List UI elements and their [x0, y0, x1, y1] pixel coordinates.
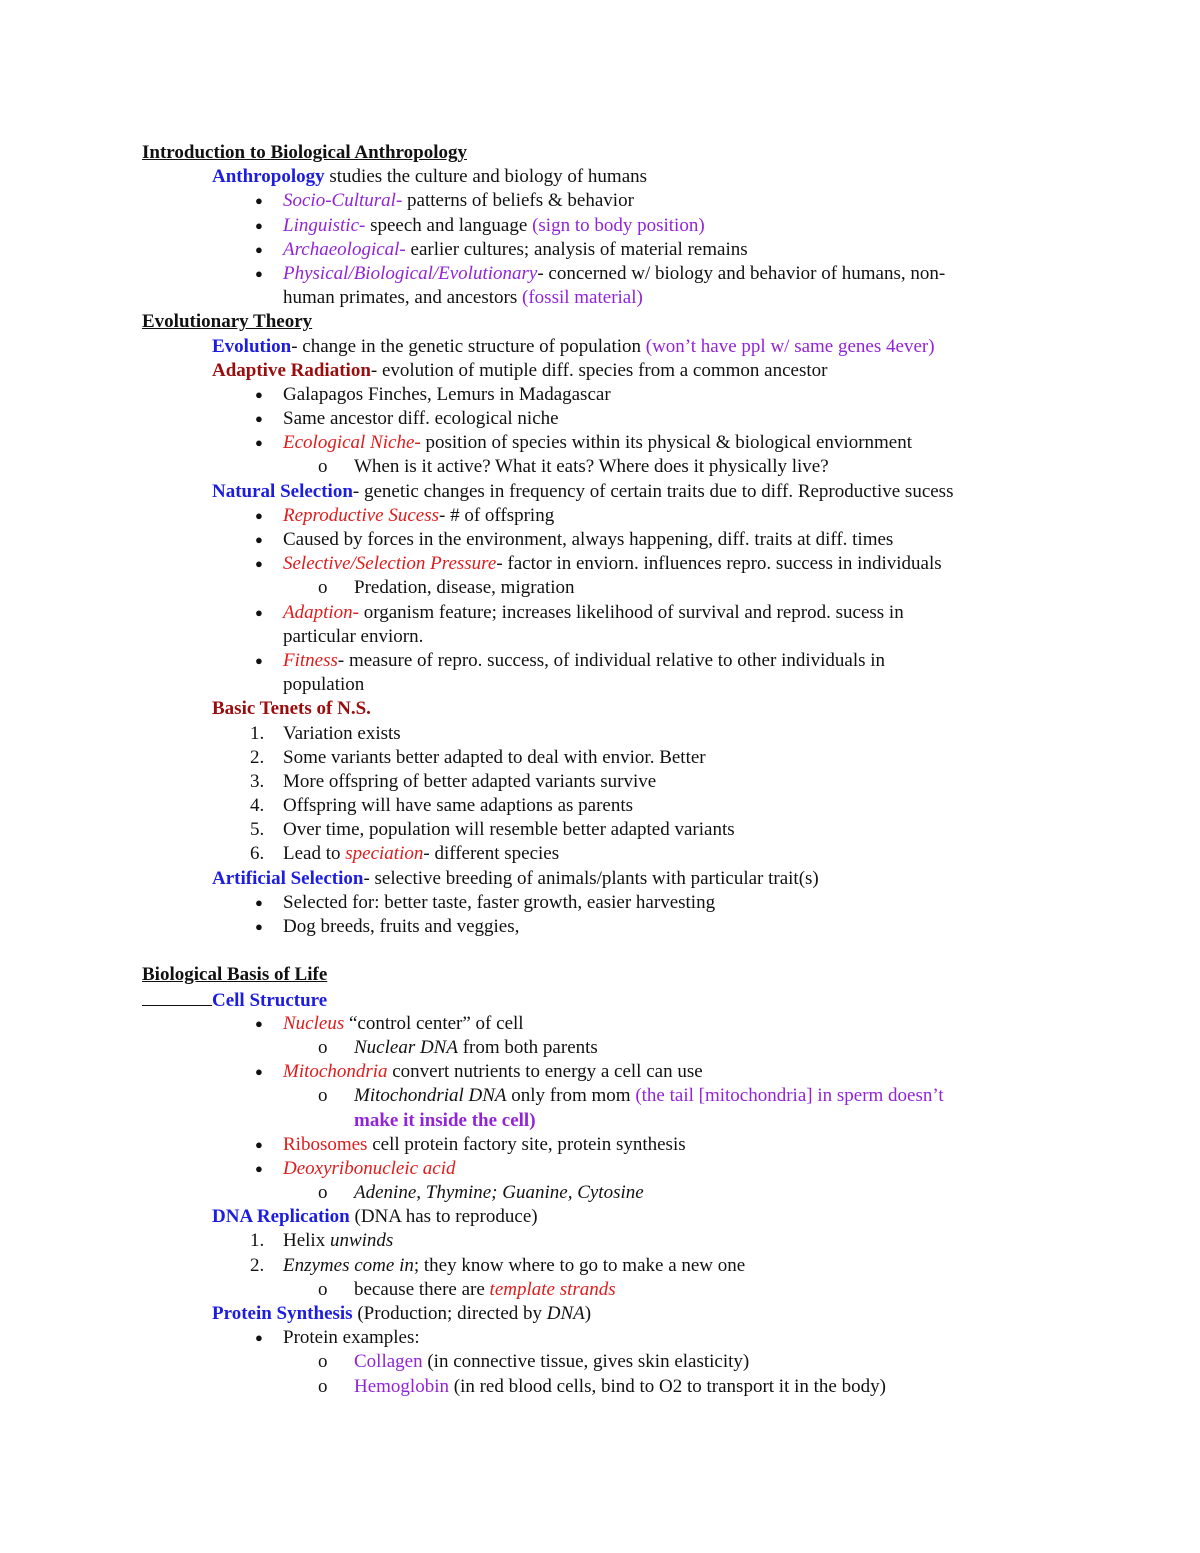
- bullet-marker: ●: [255, 1330, 263, 1346]
- definition-text: - change in the genetic structure of population: [291, 335, 646, 357]
- term: template strands: [489, 1278, 616, 1300]
- term-artificial-selection: Artificial Selection: [212, 867, 364, 889]
- document-page: [0, 141, 1200, 1399]
- number-marker: 1.: [250, 1230, 265, 1252]
- item-text: - factor in enviorn. influences repro. success in individuals: [496, 553, 942, 575]
- list-item: [0, 1157, 1200, 1181]
- item-text: - concerned w/ biology and behavior of humans, non-: [537, 262, 946, 284]
- number-marker: 1.: [250, 722, 265, 744]
- definition-line: [0, 1205, 1200, 1229]
- list-item: [0, 1133, 1200, 1157]
- bullet-marker: ●: [255, 411, 263, 427]
- note: (fossil material): [522, 287, 643, 309]
- item-text: Over time, population will resemble better adapted variants: [283, 819, 735, 841]
- term-dna-replication: DNA Replication: [212, 1206, 350, 1228]
- item-text: Lead to: [283, 843, 346, 865]
- number-marker: 2.: [250, 1254, 265, 1276]
- bullet-marker: ●: [255, 556, 263, 572]
- definition-text: (Production; directed by: [352, 1303, 547, 1324]
- item-text: Helix: [283, 1230, 330, 1252]
- item-text: population: [283, 674, 365, 696]
- sub-list-item: [0, 1084, 1200, 1108]
- bullet-marker: ●: [255, 532, 263, 547]
- term: DNA: [546, 1303, 585, 1324]
- item-text: organism feature; increases likelihood of survival and reprod. sucess in: [359, 601, 904, 623]
- item-text: cell protein factory site, protein synthesis: [367, 1133, 686, 1155]
- list-item-continuation: [0, 286, 1200, 310]
- sub-list-item: [0, 1181, 1200, 1205]
- sub-marker: o: [318, 1036, 328, 1058]
- list-item: [0, 383, 1200, 407]
- definition-text: - evolution of mutiple diff. species from a common ancestor: [370, 359, 828, 381]
- list-item: [0, 189, 1200, 213]
- item-text: Offspring will have same adaptions as parents: [283, 795, 634, 817]
- term-protein-synthesis: Protein Synthesis: [212, 1303, 353, 1324]
- definition-text: - genetic changes in frequency of certain traits due to diff. Reproductive sucess: [352, 480, 954, 502]
- item-text: earlier cultures; analysis of material remains: [405, 238, 748, 260]
- list-item: [0, 431, 1200, 455]
- term: Collagen: [354, 1351, 423, 1373]
- sub-marker: o: [318, 1278, 328, 1300]
- section-title-evolutionary-theory: Evolutionary Theory: [142, 311, 313, 333]
- term: Archaeological-: [283, 238, 406, 260]
- item-text: only from mom: [506, 1085, 636, 1107]
- bullet-marker: ●: [255, 1064, 263, 1080]
- list-item: [0, 891, 1200, 915]
- sub-list-item: [0, 455, 1200, 479]
- item-text: human primates, and ancestors: [283, 287, 523, 309]
- numbered-item: [0, 1229, 1200, 1253]
- list-item: [0, 504, 1200, 528]
- term-natural-selection: Natural Selection: [212, 480, 353, 502]
- section-title-biological-basis: Biological Basis of Life: [142, 964, 328, 986]
- term: Physical/Biological/Evolutionary: [283, 262, 538, 284]
- sub-marker: o: [318, 1085, 328, 1107]
- intro-line: [0, 165, 1200, 189]
- list-item: [0, 552, 1200, 576]
- underline-rule: [142, 988, 212, 1006]
- term-evolution: Evolution: [212, 335, 292, 357]
- item-text: Adenine, Thymine; Guanine, Cytosine: [354, 1182, 644, 1204]
- item-text: Selected for: better taste, faster growth, easier harvesting: [283, 891, 716, 913]
- list-item: [0, 1060, 1200, 1084]
- definition-line: [0, 359, 1200, 383]
- definition-text: - selective breeding of animals/plants with particular trait(s): [363, 867, 819, 889]
- note: (the tail [mitochondria] in sperm doesn’t: [635, 1085, 944, 1107]
- item-text: Dog breeds, fruits and veggies,: [283, 916, 520, 937]
- list-item: [0, 528, 1200, 552]
- list-item: [0, 1326, 1200, 1350]
- item-text: because there are: [354, 1278, 490, 1300]
- item-text: convert nutrients to energy a cell can use: [387, 1061, 703, 1083]
- term: Adaption-: [283, 601, 359, 623]
- list-item: [0, 649, 1200, 673]
- term: Hemoglobin: [354, 1375, 449, 1397]
- term: Ecological Niche-: [283, 432, 421, 454]
- sub-marker: o: [318, 1375, 328, 1397]
- sub-list-item: [0, 1278, 1200, 1302]
- numbered-item: [0, 746, 1200, 770]
- item-text: Variation exists: [283, 722, 401, 744]
- numbered-item: [0, 818, 1200, 842]
- sub-list-item: [0, 1375, 1200, 1399]
- list-item-continuation: [0, 625, 1200, 649]
- section-title-intro: Introduction to Biological Anthropology: [142, 142, 467, 163]
- term: Mitochondrial DNA: [354, 1085, 507, 1107]
- term: Nucleus: [283, 1012, 345, 1034]
- bullet-marker: ●: [255, 1015, 263, 1031]
- list-item: [0, 262, 1200, 286]
- term: Mitochondria: [283, 1061, 388, 1083]
- bullet-marker: ●: [255, 1160, 263, 1176]
- term-anthropology: Anthropology: [212, 166, 325, 188]
- bullet-marker: ●: [255, 435, 263, 451]
- list-item: [0, 601, 1200, 625]
- item-text: Some variants better adapted to deal with envior. Better: [283, 746, 706, 768]
- cell-structure-line: [0, 988, 1200, 1012]
- item-text: Predation, disease, migration: [354, 577, 575, 599]
- term: Selective/Selection Pressure: [283, 553, 497, 575]
- note: (won’t have ppl w/ same genes 4ever): [645, 335, 935, 357]
- item-text: - # of offspring: [439, 504, 555, 526]
- bullet-marker: ●: [255, 507, 263, 523]
- term: Fitness: [283, 649, 338, 671]
- sub-marker: o: [318, 1182, 328, 1204]
- item-text: particular enviorn.: [283, 625, 424, 647]
- definition-text: (DNA has to reproduce): [349, 1206, 538, 1228]
- bullet-marker: ●: [255, 919, 263, 934]
- bullet-marker: ●: [255, 1136, 263, 1152]
- term: Socio-Cultural-: [283, 190, 403, 212]
- item-text: (in red blood cells, bind to O2 to transport it in the body): [449, 1375, 886, 1397]
- bullet-marker: ●: [255, 265, 263, 281]
- item-text: speech and language: [365, 214, 533, 236]
- definition-line: [0, 335, 1200, 359]
- item-text: ; they know where to go to make a new one: [413, 1254, 746, 1276]
- item-text: Caused by forces in the environment, always happening, diff. traits at diff. times: [283, 529, 894, 550]
- bullet-marker: ●: [255, 894, 263, 910]
- list-item: [0, 238, 1200, 262]
- sub-marker: o: [318, 577, 328, 599]
- item-text: “control center” of cell: [344, 1012, 524, 1034]
- item-text: (in connective tissue, gives skin elasticity): [422, 1351, 750, 1373]
- numbered-item: [0, 1254, 1200, 1278]
- term: Reproductive Sucess: [283, 504, 439, 526]
- definition-line: [0, 867, 1200, 891]
- bullet-marker: ●: [255, 604, 263, 620]
- item-text: patterns of beliefs & behavior: [402, 190, 634, 212]
- sub-list-item-continuation: [0, 1109, 1200, 1133]
- definition-line: [0, 480, 1200, 504]
- numbered-item: [0, 842, 1200, 866]
- item-text: Galapagos Finches, Lemurs in Madagascar: [283, 383, 611, 405]
- term: Deoxyribonucleic acid: [283, 1157, 456, 1179]
- item-text: position of species within its physical & biological enviornment: [420, 432, 913, 454]
- sub-marker: o: [318, 1351, 328, 1373]
- number-marker: 2.: [250, 746, 265, 768]
- note: make it inside the cell): [354, 1109, 536, 1131]
- bullet-marker: ●: [255, 193, 263, 209]
- item-text: More offspring of better adapted variants survive: [283, 770, 657, 792]
- intro-text: studies the culture and biology of humans: [324, 166, 648, 188]
- item-text: - measure of repro. success, of individual relative to other individuals in: [337, 649, 886, 671]
- sub-list-item: [0, 1350, 1200, 1374]
- blank-line: [0, 939, 1200, 963]
- sub-list-item: [0, 1036, 1200, 1060]
- bullet-marker: ●: [255, 241, 263, 257]
- definition-line: [0, 1302, 1200, 1326]
- item-text: - different species: [423, 843, 560, 865]
- list-item: [0, 407, 1200, 431]
- term: unwinds: [329, 1230, 394, 1252]
- item-text: When is it active? What it eats? Where does it physically live?: [354, 456, 829, 478]
- list-item: [0, 214, 1200, 238]
- note: (sign to body position): [532, 214, 705, 236]
- bullet-marker: ●: [255, 217, 263, 233]
- sub-list-item: [0, 576, 1200, 600]
- number-marker: 3.: [250, 770, 265, 792]
- bullet-marker: ●: [255, 652, 263, 668]
- list-item-continuation: [0, 673, 1200, 697]
- sub-marker: o: [318, 456, 328, 478]
- number-marker: 5.: [250, 819, 265, 841]
- list-item: [0, 915, 1200, 939]
- numbered-item: [0, 794, 1200, 818]
- numbered-item: [0, 770, 1200, 794]
- term-cell-structure: Cell Structure: [212, 989, 328, 1011]
- term: Linguistic-: [283, 214, 366, 236]
- number-marker: 4.: [250, 795, 265, 817]
- item-text: Protein examples:: [283, 1327, 420, 1349]
- term: Nuclear DNA: [354, 1036, 458, 1058]
- item-text: from both parents: [457, 1036, 598, 1058]
- term: speciation: [345, 843, 424, 865]
- list-item: [0, 1012, 1200, 1036]
- basic-tenets-heading: Basic Tenets of N.S.: [212, 698, 371, 720]
- definition-text: ): [584, 1303, 592, 1324]
- numbered-item: [0, 722, 1200, 746]
- term: Ribosomes: [283, 1133, 368, 1155]
- item-text: Same ancestor diff. ecological niche: [283, 408, 559, 430]
- bullet-marker: ●: [255, 386, 263, 402]
- term: Enzymes come in: [283, 1254, 414, 1276]
- number-marker: 6.: [250, 843, 265, 865]
- term-adaptive-radiation: Adaptive Radiation: [212, 359, 371, 381]
